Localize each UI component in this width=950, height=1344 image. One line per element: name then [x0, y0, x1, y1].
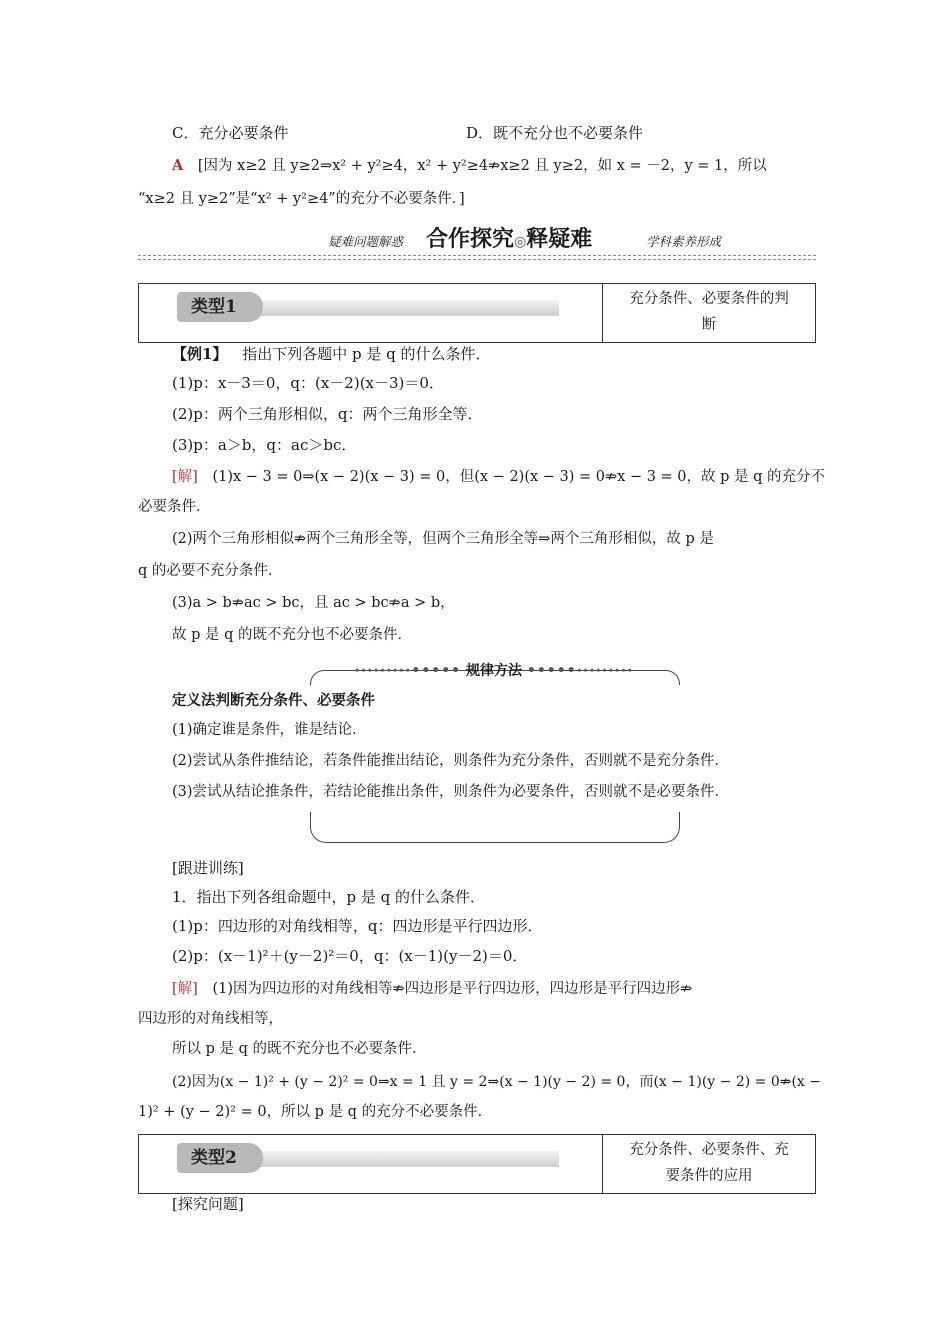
answer-line-2: “x≥2 且 y≥2”是“x² + y²≥4”的充分不必要条件．]	[138, 191, 465, 207]
method-frame-bottom	[310, 812, 680, 843]
option-c: C．充分必要条件	[172, 124, 289, 142]
banner-main-text	[426, 226, 592, 256]
solution1-s2a: (2)两个三角形相似⇏两个三角形全等，但两个三角形全等⇒两个三角形相似，故 p 是	[172, 531, 714, 547]
method-m3: (3)尝试从结论推条件，若结论能推出条件，则条件为必要条件，否则就不是必要条件．	[172, 784, 730, 800]
banner-main-1: 合作探究	[426, 227, 515, 252]
type2-tag: 类型2	[177, 1143, 263, 1173]
solution1-label: [解]	[172, 469, 198, 485]
practice-s2a: (2)因为(x − 1)² + (y − 2)² = 0⇒x = 1 且 y = 2⇒(x − 1)(y − 2) = 0，而(x − 1)(y − 2) = 0⇏(x −	[172, 1074, 821, 1090]
type2-box	[138, 1134, 816, 1194]
solution1-line-1a	[172, 467, 825, 487]
solution1-s3b: 故 p 是 q 的既不充分也不必要条件．	[172, 627, 412, 643]
method-dots-left-icon: ·········•••••	[354, 663, 462, 679]
type1-title-2: 断	[701, 317, 717, 333]
example1-q1: (1)p：x－3＝0，q：(x－2)(x－3)＝0．	[172, 374, 444, 392]
answer-explanation: [因为 x≥2 且 y≥2⇒x² + y²≥4，x² + y²≥4⇏x≥2 且 y≥2，如 x = －2，y = 1，所以	[197, 158, 767, 174]
example1-question: 指出下列各题中 p 是 q 的什么条件．	[242, 345, 491, 363]
type1-title-1: 充分条件、必要条件的判	[629, 291, 789, 307]
method-header	[322, 661, 666, 681]
method-m2: (2)尝试从条件推结论，若条件能推出结论，则条件为充分条件，否则就不是充分条件．	[172, 753, 730, 769]
banner-divider-1	[138, 255, 816, 256]
practice-q1: (1)p：四边形的对角线相等，q：四边形是平行四边形．	[172, 917, 543, 935]
explore-label: [探究问题]	[172, 1195, 244, 1213]
method-header-text: 规律方法	[466, 663, 522, 679]
answer-letter: A	[172, 157, 184, 174]
solution1-s2b: q 的必要不充分条件．	[138, 563, 283, 579]
practice-s1a: (1)因为四边形的对角线相等⇏四边形是平行四边形，四边形是平行四边形⇏	[212, 981, 693, 997]
type2-divider	[602, 1135, 603, 1193]
example1-q2: (2)p：两个三角形相似，q：两个三角形全等．	[172, 405, 483, 423]
practice-label: [跟进训练]	[172, 859, 244, 877]
practice-sol-line-1	[172, 979, 692, 999]
type2-title-2: 要条件的应用	[665, 1168, 753, 1184]
practice-s2b: 1)² + (y − 2)² = 0，所以 p 是 q 的充分不必要条件．	[138, 1104, 493, 1120]
method-title: 定义法判断充分条件、必要条件	[172, 693, 375, 709]
solution1-s1b: 必要条件．	[138, 499, 211, 515]
type1-divider	[602, 284, 603, 342]
practice-question: 1．指出下列各组命题中，p 是 q 的什么条件．	[172, 888, 486, 906]
type1-box	[138, 283, 816, 343]
solution1-s3a: (3)a > b⇏ac > bc，且 ac > bc⇏a > b，	[172, 595, 455, 611]
option-d: D．既不充分也不必要条件	[466, 124, 644, 142]
example1-heading	[172, 344, 491, 364]
banner-left-text: 疑难问题解惑	[328, 234, 404, 249]
practice-sol-label: [解]	[172, 981, 198, 997]
practice-s1c: 所以 p 是 q 的既不充分也不必要条件．	[172, 1041, 427, 1057]
type1-tag: 类型1	[177, 292, 263, 322]
practice-s1b: 四边形的对角线相等，	[138, 1011, 283, 1027]
answer-line-1	[172, 156, 767, 176]
method-dots-right-icon: •••••·········	[526, 663, 634, 679]
example1-label: 【例1】	[172, 345, 228, 363]
banner-divider-2	[138, 259, 816, 260]
banner-sep-icon: ◎	[514, 234, 527, 250]
type2-title-1: 充分条件、必要条件、充	[629, 1142, 789, 1158]
method-m1: (1)确定谁是条件，谁是结论．	[172, 722, 367, 738]
banner-main-2: 释疑难	[526, 227, 593, 252]
practice-q2: (2)p：(x－1)²＋(y－2)²＝0，q：(x－1)(y－2)＝0．	[172, 947, 528, 965]
solution1-s1a: (1)x − 3 = 0⇒(x − 2)(x − 3) = 0，但(x − 2)(x − 3) = 0⇏x − 3 = 0，故 p 是 q 的充分不	[212, 469, 826, 485]
banner-right-text: 学科素养形成	[646, 234, 722, 249]
example1-q3: (3)p：a＞b，q：ac＞bc．	[172, 436, 357, 454]
